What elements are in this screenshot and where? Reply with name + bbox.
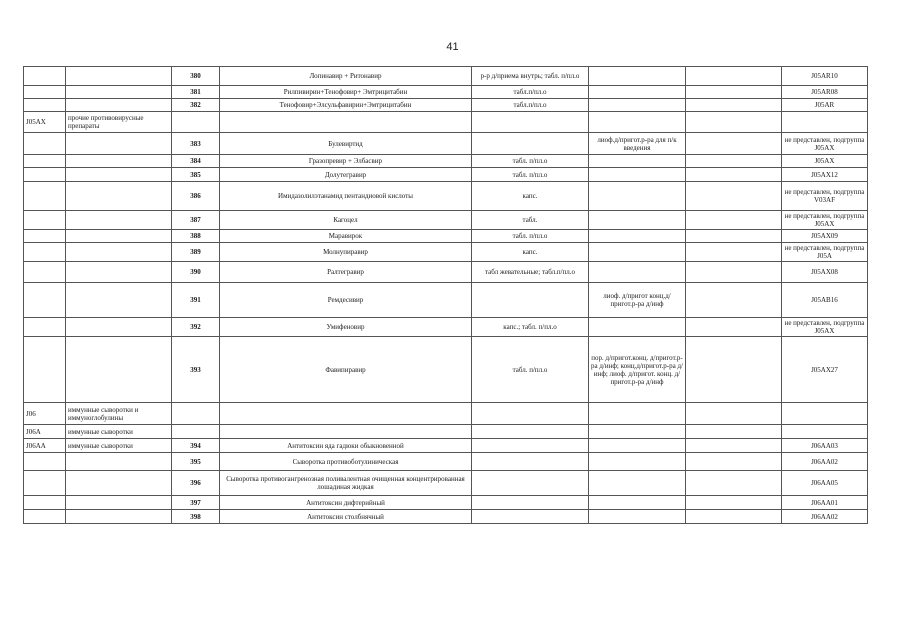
table-row (24, 86, 868, 99)
drug-name-cell: Ремдесивир (220, 283, 472, 318)
row-number-cell: 394 (172, 439, 220, 453)
group-name-cell (66, 155, 172, 168)
empty-cell (686, 67, 782, 86)
dosage-form-cell: капс. (472, 182, 589, 211)
table-row (24, 337, 868, 403)
empty-cell (686, 262, 782, 283)
row-number-cell: 381 (172, 86, 220, 99)
empty-cell (686, 211, 782, 230)
dosage-form-cell (472, 283, 589, 318)
injection-form-cell (589, 425, 686, 439)
empty-cell (686, 425, 782, 439)
table-row (24, 318, 868, 337)
atc-code-cell: J05AX08 (782, 262, 868, 283)
injection-form-cell (589, 230, 686, 243)
empty-cell (686, 496, 782, 510)
row-number-cell: 393 (172, 337, 220, 403)
dosage-form-cell (472, 133, 589, 155)
table-row (24, 510, 868, 524)
table-row (24, 403, 868, 425)
drug-name-cell: Булевиртид (220, 133, 472, 155)
drug-name-cell: Антитоксин дифтерийный (220, 496, 472, 510)
injection-form-cell (589, 510, 686, 524)
group-name-cell (66, 453, 172, 471)
row-number-cell (172, 425, 220, 439)
atc-group-code-cell (24, 510, 66, 524)
group-name-cell (66, 318, 172, 337)
atc-code-cell: J05AR (782, 99, 868, 112)
empty-cell (686, 112, 782, 133)
empty-cell (686, 510, 782, 524)
row-number-cell: 396 (172, 471, 220, 496)
row-number-cell (172, 403, 220, 425)
row-number-cell: 384 (172, 155, 220, 168)
atc-code-cell: не представлен, подгруппа V03AF (782, 182, 868, 211)
table-row (24, 168, 868, 182)
drug-name-cell: Гразопревир + Элбасвир (220, 155, 472, 168)
table-row (24, 67, 868, 86)
row-number-cell: 380 (172, 67, 220, 86)
empty-cell (686, 453, 782, 471)
atc-code-cell: J05AX27 (782, 337, 868, 403)
row-number-cell: 391 (172, 283, 220, 318)
table-row (24, 230, 868, 243)
empty-cell (686, 471, 782, 496)
dosage-form-cell (472, 403, 589, 425)
drug-name-cell: Молнупиравир (220, 243, 472, 262)
injection-form-cell (589, 471, 686, 496)
injection-form-cell (589, 182, 686, 211)
dosage-form-cell (472, 425, 589, 439)
row-number-cell: 386 (172, 182, 220, 211)
row-number-cell: 389 (172, 243, 220, 262)
table-row (24, 283, 868, 318)
atc-code-cell: J06AA02 (782, 453, 868, 471)
injection-form-cell (589, 403, 686, 425)
row-number-cell: 387 (172, 211, 220, 230)
atc-code-cell: J05AX (782, 155, 868, 168)
row-number-cell: 385 (172, 168, 220, 182)
empty-cell (686, 243, 782, 262)
atc-code-cell (782, 112, 868, 133)
atc-group-code-cell: J06AA (24, 439, 66, 453)
atc-code-cell: не представлен, подгруппа J05A (782, 243, 868, 262)
atc-group-code-cell (24, 262, 66, 283)
group-name-cell (66, 86, 172, 99)
atc-group-code-cell: J06 (24, 403, 66, 425)
injection-form-cell (589, 168, 686, 182)
group-name-cell (66, 168, 172, 182)
atc-code-cell: не представлен, подгруппа J05AX (782, 318, 868, 337)
table-row (24, 155, 868, 168)
drug-name-cell: Сыворотка противоботулиническая (220, 453, 472, 471)
drug-name-cell: Сыворотка противогангренозная поливалентная очищенная концентрированная лошадиная жидкая (220, 471, 472, 496)
group-name-cell (66, 133, 172, 155)
injection-form-cell: лиоф.д/пригот.р-ра для п/к введения (589, 133, 686, 155)
dosage-form-cell: табл. п/пл.о (472, 230, 589, 243)
atc-code-cell: J05AR08 (782, 86, 868, 99)
drug-name-cell: Долутегравир (220, 168, 472, 182)
group-name-cell (66, 230, 172, 243)
empty-cell (686, 155, 782, 168)
drug-name-cell: Имидазолилэтанамид пентандиовой кислоты (220, 182, 472, 211)
dosage-form-cell: табл жевательные; табл.п/пл.о (472, 262, 589, 283)
table-row (24, 439, 868, 453)
row-number-cell: 398 (172, 510, 220, 524)
drug-name-cell (220, 112, 472, 133)
group-name-cell (66, 243, 172, 262)
atc-group-code-cell: J05AX (24, 112, 66, 133)
atc-group-code-cell (24, 182, 66, 211)
injection-form-cell (589, 439, 686, 453)
dosage-form-cell: табл. п/пл.о (472, 337, 589, 403)
injection-form-cell (589, 211, 686, 230)
atc-group-code-cell (24, 453, 66, 471)
atc-code-cell: не представлен, подгруппа J05AX (782, 133, 868, 155)
empty-cell (686, 99, 782, 112)
empty-cell (686, 230, 782, 243)
drug-name-cell: Лопинавир + Ритонавир (220, 67, 472, 86)
drug-name-cell: Антитоксин столбнячный (220, 510, 472, 524)
atc-code-cell: J05AR10 (782, 67, 868, 86)
table-row (24, 453, 868, 471)
table-row (24, 112, 868, 133)
atc-group-code-cell (24, 86, 66, 99)
atc-group-code-cell (24, 67, 66, 86)
injection-form-cell (589, 155, 686, 168)
dosage-form-cell: табл. п/пл.о (472, 168, 589, 182)
table-body (24, 67, 868, 524)
atc-code-cell: J05AB16 (782, 283, 868, 318)
group-name-cell (66, 510, 172, 524)
group-name-cell (66, 337, 172, 403)
row-number-cell: 395 (172, 453, 220, 471)
table-row (24, 471, 868, 496)
group-name-cell: иммунные сыворотки и иммуноглобулины (66, 403, 172, 425)
group-name-cell (66, 182, 172, 211)
dosage-form-cell: р-р д/приема внутрь; табл. п/пл.о (472, 67, 589, 86)
dosage-form-cell (472, 510, 589, 524)
table-row (24, 182, 868, 211)
injection-form-cell (589, 318, 686, 337)
empty-cell (686, 337, 782, 403)
empty-cell (686, 318, 782, 337)
table-row (24, 211, 868, 230)
row-number-cell: 392 (172, 318, 220, 337)
dosage-form-cell: табл.п/пл.о (472, 99, 589, 112)
group-name-cell (66, 262, 172, 283)
injection-form-cell (589, 243, 686, 262)
table-row (24, 425, 868, 439)
injection-form-cell: лиоф. д/пригот конц.д/пригот.р-ра д/инф (589, 283, 686, 318)
atc-group-code-cell (24, 337, 66, 403)
empty-cell (686, 439, 782, 453)
group-name-cell (66, 211, 172, 230)
injection-form-cell (589, 86, 686, 99)
empty-cell (686, 133, 782, 155)
table-row (24, 99, 868, 112)
dosage-form-cell: табл. п/пл.о (472, 155, 589, 168)
drug-name-cell: Ралтегравир (220, 262, 472, 283)
empty-cell (686, 168, 782, 182)
row-number-cell: 383 (172, 133, 220, 155)
injection-form-cell (589, 453, 686, 471)
atc-group-code-cell (24, 318, 66, 337)
atc-group-code-cell (24, 230, 66, 243)
atc-group-code-cell (24, 155, 66, 168)
group-name-cell (66, 471, 172, 496)
atc-group-code-cell (24, 133, 66, 155)
group-name-cell: иммунные сыворотки (66, 425, 172, 439)
group-name-cell: прочие противовирусные препараты (66, 112, 172, 133)
group-name-cell (66, 496, 172, 510)
atc-group-code-cell (24, 168, 66, 182)
dosage-form-cell: капс. (472, 243, 589, 262)
empty-cell (686, 86, 782, 99)
atc-code-cell (782, 425, 868, 439)
dosage-form-cell (472, 112, 589, 133)
atc-group-code-cell (24, 211, 66, 230)
table-row (24, 496, 868, 510)
drug-name-cell (220, 425, 472, 439)
atc-code-cell: не представлен, подгруппа J05AX (782, 211, 868, 230)
group-name-cell (66, 67, 172, 86)
drug-name-cell: Рилпивирин+Тенофовир+ Эмтрицитабин (220, 86, 472, 99)
drug-name-cell: Кагоцел (220, 211, 472, 230)
group-name-cell (66, 99, 172, 112)
row-number-cell: 388 (172, 230, 220, 243)
table-row (24, 243, 868, 262)
injection-form-cell (589, 262, 686, 283)
row-number-cell: 397 (172, 496, 220, 510)
atc-code-cell (782, 403, 868, 425)
empty-cell (686, 283, 782, 318)
group-name-cell: иммунные сыворотки (66, 439, 172, 453)
atc-code-cell: J06AA02 (782, 510, 868, 524)
injection-form-cell: пор. д/пригот.конц. д/пригот.р-ра д/инф; конц.д/пригот.р-ра д/инф; лиоф. д/пригот. конц. д/пригот.р-ра д/инф (589, 337, 686, 403)
row-number-cell (172, 112, 220, 133)
empty-cell (686, 182, 782, 211)
drug-name-cell: Маравирок (220, 230, 472, 243)
dosage-form-cell (472, 496, 589, 510)
row-number-cell: 390 (172, 262, 220, 283)
injection-form-cell (589, 112, 686, 133)
dosage-form-cell (472, 439, 589, 453)
atc-code-cell: J06AA01 (782, 496, 868, 510)
drug-name-cell: Умифеновир (220, 318, 472, 337)
dosage-form-cell: табл. (472, 211, 589, 230)
atc-code-cell: J06AA03 (782, 439, 868, 453)
injection-form-cell (589, 67, 686, 86)
atc-group-code-cell (24, 243, 66, 262)
dosage-form-cell (472, 471, 589, 496)
row-number-cell: 382 (172, 99, 220, 112)
drug-name-cell (220, 403, 472, 425)
atc-code-cell: J05AX12 (782, 168, 868, 182)
atc-group-code-cell (24, 471, 66, 496)
dosage-form-cell (472, 453, 589, 471)
atc-group-code-cell (24, 496, 66, 510)
table-row (24, 262, 868, 283)
atc-code-cell: J05AX09 (782, 230, 868, 243)
drug-name-cell: Антитоксин яда гадюки обыкновенной (220, 439, 472, 453)
injection-form-cell (589, 496, 686, 510)
atc-group-code-cell (24, 283, 66, 318)
atc-group-code-cell (24, 99, 66, 112)
drug-name-cell: Фавипиравир (220, 337, 472, 403)
atc-group-code-cell: J06A (24, 425, 66, 439)
injection-form-cell (589, 99, 686, 112)
group-name-cell (66, 283, 172, 318)
empty-cell (686, 403, 782, 425)
page-number: 41 (446, 41, 459, 53)
atc-code-cell: J06AA05 (782, 471, 868, 496)
drug-name-cell: Тенофовир+Элсульфавирин+Эмтрицитабин (220, 99, 472, 112)
dosage-form-cell: капс.; табл. п/пл.о (472, 318, 589, 337)
table-row (24, 133, 868, 155)
dosage-form-cell: табл.п/пл.о (472, 86, 589, 99)
drug-list-table (23, 66, 868, 524)
